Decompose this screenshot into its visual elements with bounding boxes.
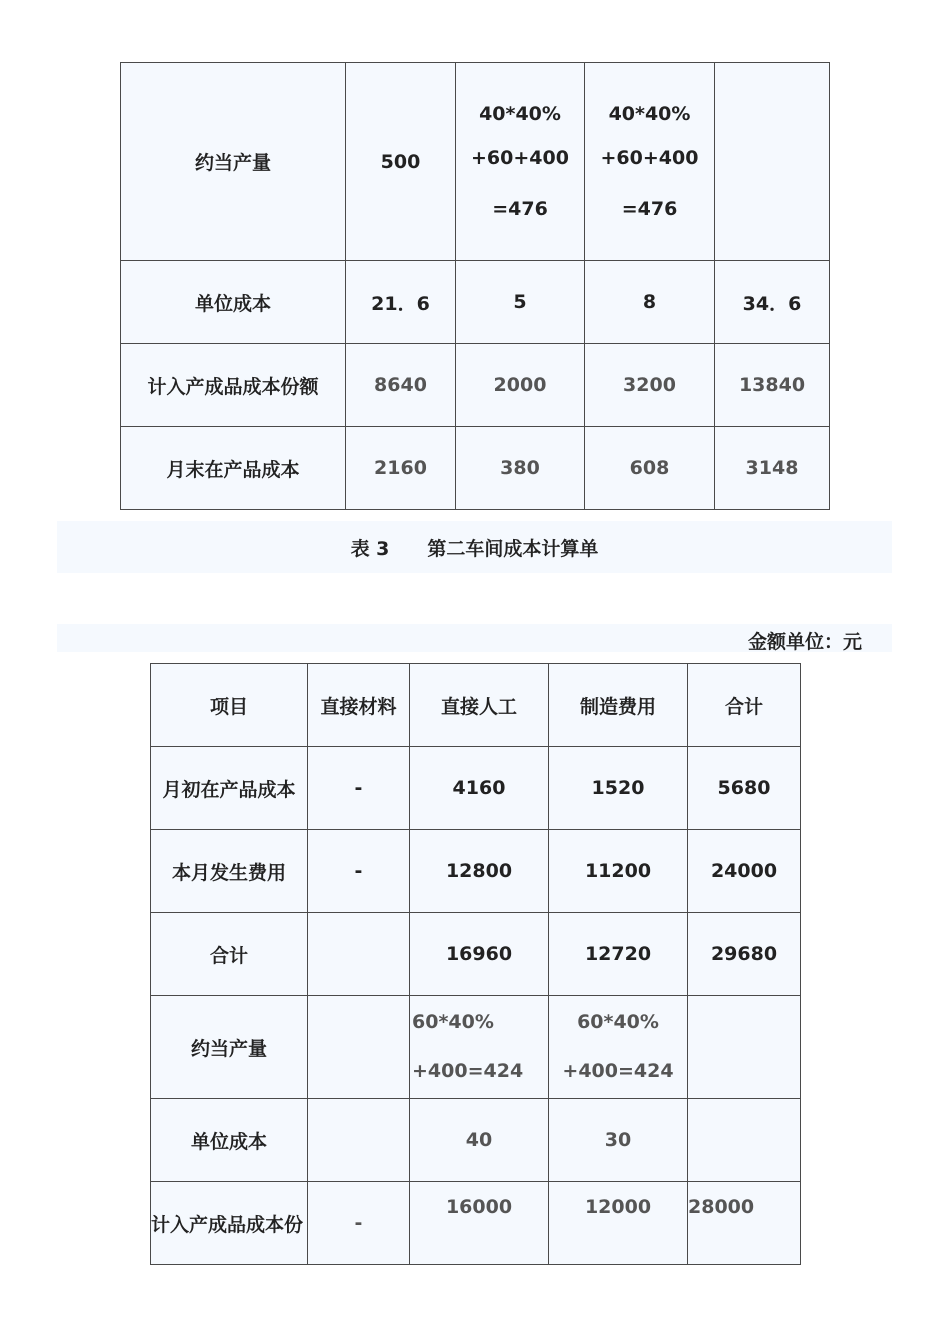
- cell-value: 21．6: [346, 261, 456, 344]
- cost-table-workshop-1: [120, 62, 830, 510]
- cell-value: 380: [456, 427, 585, 510]
- cost-table-workshop-2: [150, 663, 801, 1265]
- cell-formula: 40*40% +60+400 =476: [585, 63, 715, 261]
- caption-number: 表 3: [350, 537, 390, 560]
- table-row: [121, 427, 830, 510]
- table-row: [151, 1182, 801, 1265]
- cell-value: 34．6: [715, 261, 830, 344]
- cell-value: 500: [346, 63, 456, 261]
- table-row: [151, 1099, 801, 1182]
- row-label: 计入产成品成本份: [151, 1182, 308, 1265]
- unit-label-bar: [57, 624, 892, 652]
- column-header: 合计: [688, 664, 801, 747]
- column-header: 制造费用: [549, 664, 688, 747]
- cell-value: -: [308, 747, 410, 830]
- cell-value: 16960: [410, 913, 549, 996]
- row-label: 单位成本: [121, 261, 346, 344]
- table-header-row: [151, 664, 801, 747]
- cell-value: 3200: [585, 344, 715, 427]
- row-label: 月末在产品成本: [121, 427, 346, 510]
- row-label: 约当产量: [121, 63, 346, 261]
- table-row: [121, 344, 830, 427]
- table-row: [121, 63, 830, 261]
- cell-value: 5: [456, 261, 585, 344]
- table-caption: [57, 521, 892, 573]
- cell-value: 2000: [456, 344, 585, 427]
- row-label: 计入产成品成本份额: [121, 344, 346, 427]
- cell-value: 608: [585, 427, 715, 510]
- row-label: 月初在产品成本: [151, 747, 308, 830]
- cell-value: 11200: [549, 830, 688, 913]
- column-header: 直接人工: [410, 664, 549, 747]
- cell-value: 40: [410, 1099, 549, 1182]
- table-row: [151, 747, 801, 830]
- cell-value: 12000: [549, 1182, 688, 1265]
- unit-label: 金额单位：元: [747, 631, 862, 653]
- cell-value: 29680: [688, 913, 801, 996]
- cell-value: 13840: [715, 344, 830, 427]
- cell-value: 24000: [688, 830, 801, 913]
- cell-value: 28000: [688, 1182, 801, 1265]
- cell-formula: 40*40% +60+400 =476: [456, 63, 585, 261]
- table-row: [151, 913, 801, 996]
- cell-value: 3148: [715, 427, 830, 510]
- cell-value: 12720: [549, 913, 688, 996]
- cell-value: -: [308, 1182, 410, 1265]
- cell-value: [308, 913, 410, 996]
- caption-title: 第二车间成本计算单: [427, 537, 599, 560]
- cell-value: 16000: [410, 1182, 549, 1265]
- cell-value: [308, 1099, 410, 1182]
- column-header: 直接材料: [308, 664, 410, 747]
- cell-value: 30: [549, 1099, 688, 1182]
- cell-value: [688, 1099, 801, 1182]
- table-row: [121, 261, 830, 344]
- cell-value: 5680: [688, 747, 801, 830]
- cell-value: 8: [585, 261, 715, 344]
- cell-value: 12800: [410, 830, 549, 913]
- cell-formula: 60*40% +400=424: [549, 996, 688, 1099]
- cell-value: 2160: [346, 427, 456, 510]
- table-row: [151, 830, 801, 913]
- cell-value: 4160: [410, 747, 549, 830]
- cell-value: [715, 63, 830, 261]
- row-label: 单位成本: [151, 1099, 308, 1182]
- row-label: 本月发生费用: [151, 830, 308, 913]
- cell-value: 1520: [549, 747, 688, 830]
- cell-value: -: [308, 830, 410, 913]
- row-label: 合计: [151, 913, 308, 996]
- cell-value: 8640: [346, 344, 456, 427]
- cell-value: [688, 996, 801, 1099]
- cell-formula: 60*40% +400=424: [410, 996, 549, 1099]
- cell-value: [308, 996, 410, 1099]
- column-header: 项目: [151, 664, 308, 747]
- table-row: [151, 996, 801, 1099]
- row-label: 约当产量: [151, 996, 308, 1099]
